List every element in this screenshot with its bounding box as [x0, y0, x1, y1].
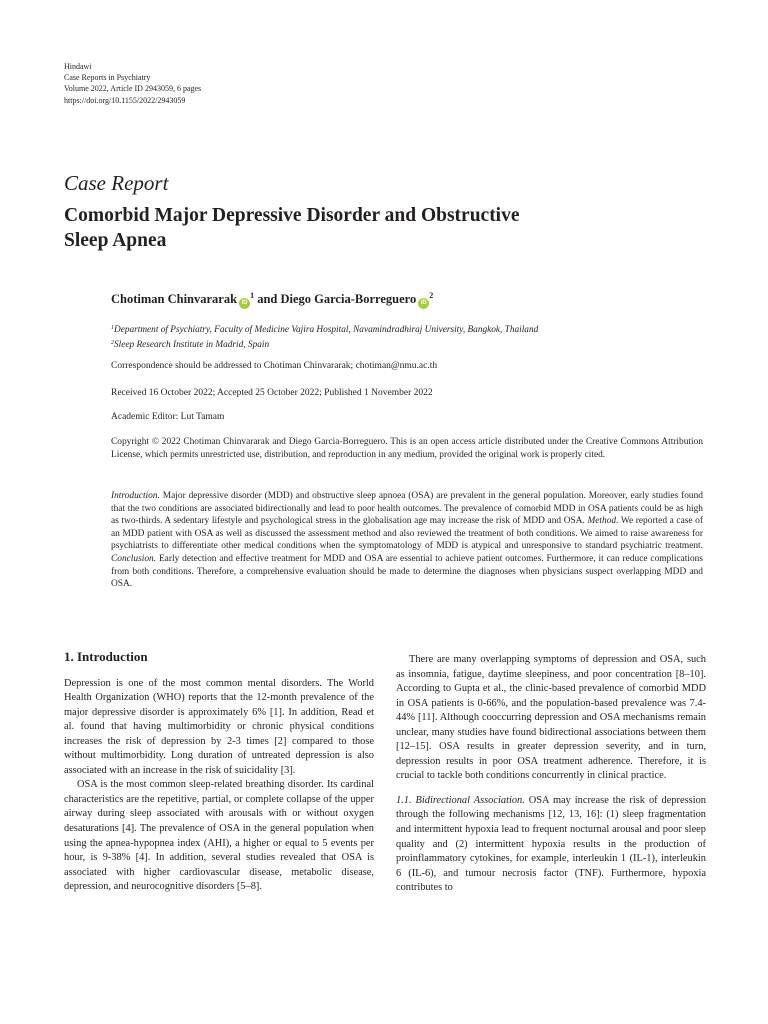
affiliation-number: 1	[111, 325, 114, 331]
orcid-icon[interactable]: iD	[418, 298, 429, 309]
author-connector: and	[254, 292, 281, 306]
affiliations	[111, 322, 538, 352]
copyright-notice: Copyright © 2022 Chotiman Chinvararak and Diego Garcia-Borreguero. This is an open access article distributed under the Creative Commons Attribution License, which permits unrestricted use, distribution, and reproduction in any medium, provided the original work is properly cited.	[111, 437, 703, 460]
subsection-heading: 1.1. Bidirectional Association.	[396, 794, 525, 806]
abstract-conclusion-label: Conclusion.	[111, 553, 157, 564]
paragraph: Depression is one of the most common mental disorders. The World Health Organization (WHO) reports that the 12-month prevalence of the major depressive disorder is approximately 6% [1]. In addition, Read et al. found that having multimorbidity or chronic physical conditions increases the risk of depression by 2-3 times [2] compared to those without multimorbidity. Long duration of untreated depression is also associated with an increase in the risk of suicidality [3].	[64, 677, 374, 776]
paragraph: There are many overlapping symptoms of depression and OSA, such as insomnia, fatigue, daytime sleepiness, and poor concentration [8–10]. According to Gupta et al., the clinic-based prevalence of comorbid MDD in OSA patients is 0-66%, and the population-based prevalence was 7.4-44% [11]. Although cooccurring depression and OSA mechanisms remain unclear, many studies have found bidirectional associations between them [12–15]. OSA results in greater depression severity, and in turn, depression results in poor OSA treatment adherence. Therefore, it is crucial to tackle both conditions concurrently in clinical practice.	[396, 654, 706, 782]
publication-dates: Received 16 October 2022; Accepted 25 October 2022; Published 1 November 2022	[111, 388, 433, 398]
affiliation-2	[111, 337, 538, 352]
author-list	[111, 291, 433, 309]
title-line-1: Comorbid Major Depressive Disorder and Obstructive	[64, 205, 520, 226]
abstract-method-text: We reported a case of an MDD patient with OSA as well as discussed the assessment method and also reviewed the treatment of both conditions. We aimed to raise awareness for psychiatrists to differentiate other medical conditions when the symptomatology of MDD is atypical and unresponsive to standard psychiatric treatment.	[111, 516, 703, 552]
affiliation-number: 2	[111, 340, 114, 346]
affiliation-text: Department of Psychiatry, Faculty of Medicine Vajira Hospital, Navamindradhiraj University, Bangkok, Thailand	[114, 325, 539, 335]
abstract-intro-label: Introduction.	[111, 491, 160, 501]
author-name: Diego Garcia-Borreguero	[280, 292, 417, 306]
abstract-conclusion-text: Early detection and effective treatment for MDD and OSA are essential to achieve patient outcomes. Furthermore, it can reduce complications from both conditions. Therefore, a comprehensive evaluation should be made to determine the diagnoses when physicians suspect overlapping MDD and OSA.	[111, 553, 703, 590]
article-type: Case Report	[64, 171, 169, 195]
correspondence: Correspondence should be addressed to Chotiman Chinvararak; chotiman@nmu.ac.th	[111, 361, 438, 371]
author-affiliation-mark: 1	[250, 291, 255, 300]
abstract-intro-text: Major depressive disorder (MDD) and obstructive sleep apnoea (OSA) are prevalent in the general population. Moreover, early studies found that the two conditions are associated bidirectionally and lead to poor health outcomes. The prevalence of comorbid MDD in OSA patients could be as high as two-thirds. A sedentary lifestyle and psychological stress in the globalisation age may increase the risk of MDD and OSA.	[111, 491, 703, 527]
author-affiliation-mark: 2	[429, 291, 434, 300]
doi-link[interactable]: https://doi.org/10.1155/2022/2943059	[64, 95, 186, 105]
article-title	[64, 203, 664, 253]
left-column	[64, 650, 374, 895]
paragraph-text: OSA may increase the risk of depression through the following mechanisms [12, 13, 16]: (1) sleep fragmentation and intermittent hypoxia lead to frequent nocturnal arousal and poor sleep quality and (2) intermittent hypoxia results in the production of proinflammatory cytokines, for example, interleukin 1 (IL-1), interleukin 6 (IL-6), and tumour necrosis factor (TNF). Furthermore, hypoxia contributes to	[396, 794, 706, 894]
journal-name: Case Reports in Psychiatry	[64, 73, 151, 83]
abstract	[111, 490, 703, 591]
journal-header	[64, 61, 201, 106]
paragraph: OSA is the most common sleep-related breathing disorder. Its cardinal characteristics are the repetitive, partial, or complete collapse of the upper airway during sleep associated with arousals with or without oxygen desaturations [4]. The prevalence of OSA in the general population when using the apnea-hypopnea index (AHI), a higher or equal to 5 events per hour, is 9-38% [4]. In addition, several studies revealed that OSA is associated with higher cardiovascular disease, metabolic disease, depression, and neurocognitive disorders [5–8].	[64, 779, 374, 893]
academic-editor: Academic Editor: Lut Tamam	[111, 412, 225, 422]
abstract-method-label: Method.	[587, 516, 619, 527]
publisher-name: Hindawi	[64, 62, 92, 71]
journal-volume: Volume 2022, Article ID 2943059, 6 pages	[64, 84, 202, 94]
orcid-icon[interactable]: iD	[239, 298, 250, 309]
author-name: Chotiman Chinvararak	[111, 292, 238, 306]
title-line-2: Sleep Apnea	[64, 230, 167, 251]
right-column	[396, 653, 706, 896]
affiliation-text: Sleep Research Institute in Madrid, Spain	[114, 340, 270, 350]
section-heading: 1. Introduction	[64, 649, 148, 664]
paragraph	[396, 794, 706, 896]
affiliation-1	[111, 322, 538, 337]
